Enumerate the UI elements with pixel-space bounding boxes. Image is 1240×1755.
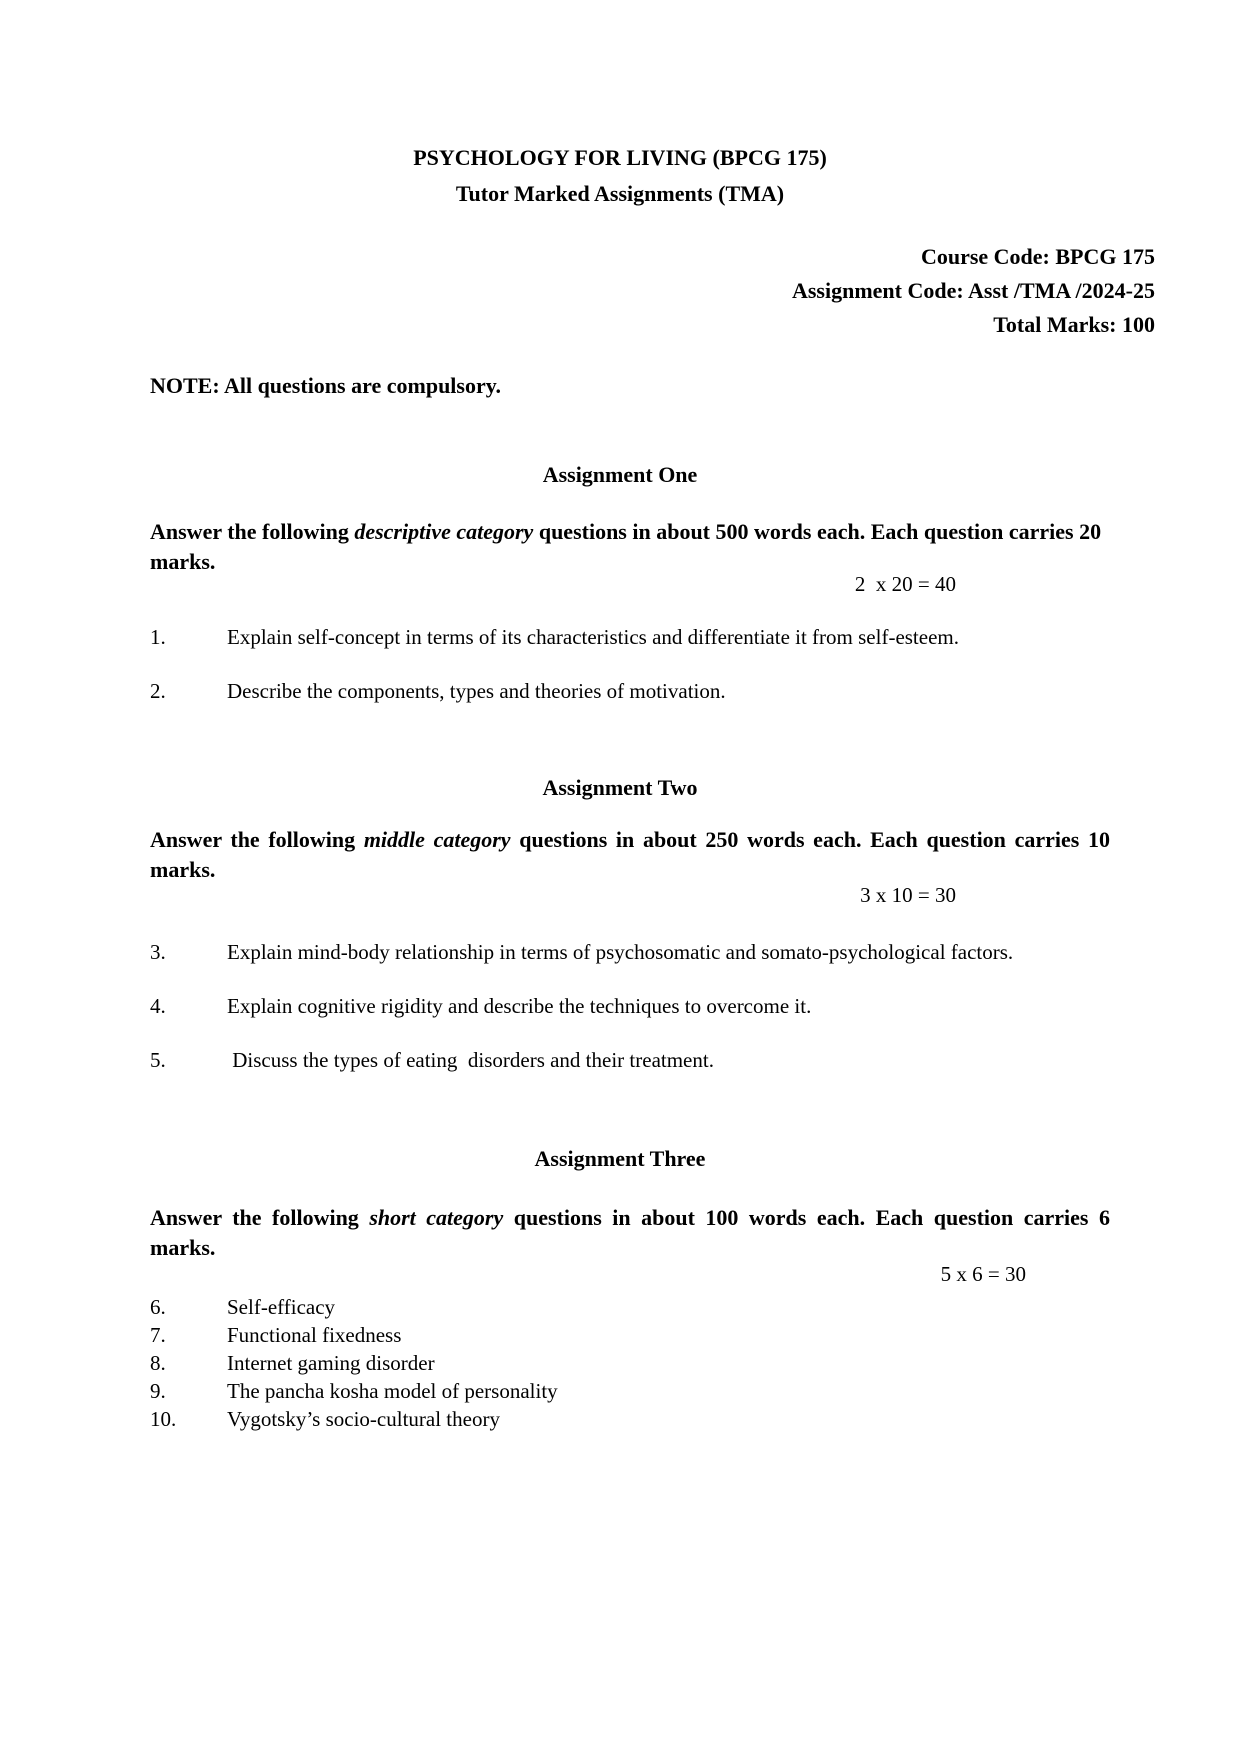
question-text: The pancha kosha model of personality: [227, 1379, 558, 1403]
document-subtitle: Tutor Marked Assignments (TMA): [455, 181, 785, 206]
section-heading-assignment-one: Assignment One: [542, 462, 698, 487]
instruction-emphasis: descriptive category: [354, 519, 534, 544]
question-text: Explain mind-body relationship in terms of psychosomatic and somato-psychological factors.: [227, 940, 1014, 964]
short-question-list: [0, 1293, 1240, 1433]
instruction-assignment-one: [150, 517, 1110, 577]
question-number: 10.: [150, 1407, 177, 1431]
course-code: Course Code: BPCG 175: [920, 244, 1155, 269]
question-text: Explain self-concept in terms of its characteristics and differentiate it from self-esteem.: [227, 625, 959, 649]
question-row: [0, 679, 1240, 709]
section-heading-assignment-two: Assignment Two: [542, 775, 698, 800]
question-number: 1.: [150, 625, 166, 649]
question-number: 3.: [150, 940, 166, 964]
question-text: Explain cognitive rigidity and describe the techniques to overcome it.: [227, 994, 812, 1018]
document-title: PSYCHOLOGY FOR LIVING (BPCG 175): [413, 145, 827, 170]
question-row: [0, 940, 1240, 970]
instruction-prefix: Answer the following: [150, 1205, 370, 1230]
question-number: 7.: [150, 1323, 166, 1347]
instruction-emphasis: short category: [369, 1205, 504, 1230]
total-marks: Total Marks: 100: [993, 312, 1155, 337]
question-text: Self-efficacy: [227, 1295, 336, 1319]
question-row: [0, 1405, 1240, 1433]
marks-formula-assignment-three: 5 x 6 = 30: [940, 1262, 1026, 1286]
assignment-code: Assignment Code: Asst /TMA /2024-25: [791, 278, 1155, 303]
instruction-suffix: questions in about 250 words each. Each question carries 10 marks.: [150, 827, 1110, 882]
question-row: [0, 1321, 1240, 1349]
marks-formula-assignment-two: 3 x 10 = 30: [860, 883, 956, 907]
question-number: 4.: [150, 994, 166, 1018]
question-text: Functional fixedness: [227, 1323, 402, 1347]
question-row: [0, 625, 1240, 655]
instruction-prefix: Answer the following: [150, 827, 364, 852]
instruction-suffix: questions in about 500 words each. Each question carries 20 marks.: [150, 519, 1102, 574]
instruction-assignment-two: [150, 825, 1110, 885]
question-row: [0, 1293, 1240, 1321]
question-text: Vygotsky’s socio-cultural theory: [227, 1407, 500, 1431]
instruction-suffix: questions in about 100 words each. Each question carries 6 marks.: [150, 1205, 1110, 1260]
question-row: [0, 1048, 1240, 1078]
marks-formula-assignment-one: 2 x 20 = 40: [854, 572, 956, 596]
question-number: 9.: [150, 1379, 166, 1403]
question-text: Internet gaming disorder: [227, 1351, 435, 1375]
question-number: 2.: [150, 679, 166, 703]
instruction-emphasis: middle category: [363, 827, 511, 852]
question-text: Describe the components, types and theories of motivation.: [227, 679, 726, 703]
question-row: [0, 1349, 1240, 1377]
question-number: 5.: [150, 1048, 166, 1072]
instruction-assignment-three: [150, 1203, 1110, 1263]
section-heading-assignment-three: Assignment Three: [534, 1146, 706, 1171]
document-meta-block: [792, 240, 1155, 342]
question-number: 8.: [150, 1351, 166, 1375]
question-text: Discuss the types of eating disorders and their treatment.: [227, 1048, 714, 1072]
compulsory-note: NOTE: All questions are compulsory.: [150, 373, 502, 398]
question-row: [0, 1377, 1240, 1405]
question-row: [0, 994, 1240, 1024]
instruction-prefix: Answer the following: [150, 519, 355, 544]
question-number: 6.: [150, 1295, 166, 1319]
